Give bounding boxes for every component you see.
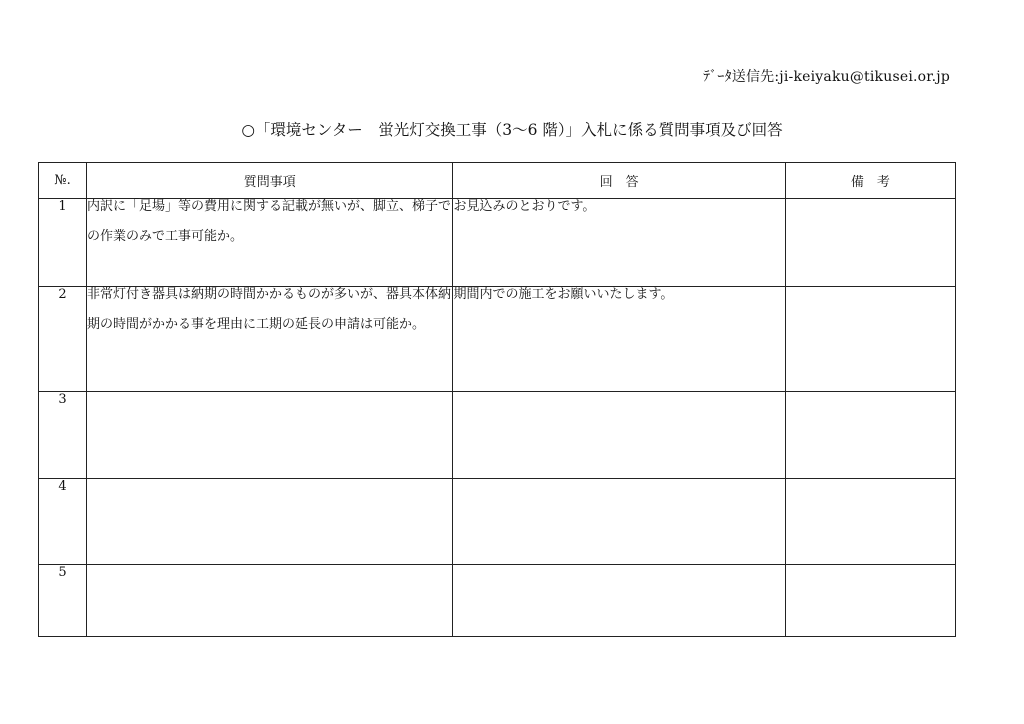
question-cell xyxy=(87,565,453,637)
column-header-question: 質問事項 xyxy=(87,163,453,199)
table-row xyxy=(39,565,956,637)
answer-text: 期間内での施工をお願いいたします。 xyxy=(453,287,674,302)
column-header-no: №. xyxy=(39,163,87,199)
answer-cell xyxy=(453,392,785,479)
remarks-cell xyxy=(785,199,955,287)
question-cell xyxy=(87,287,453,392)
remarks-cell xyxy=(785,565,955,637)
table-row xyxy=(39,199,956,287)
row-number: 2 xyxy=(39,287,87,392)
table-row xyxy=(39,392,956,479)
row-number: 1 xyxy=(39,199,87,287)
answer-text: お見込みのとおりです。 xyxy=(453,199,596,214)
remarks-cell xyxy=(785,287,955,392)
table-row xyxy=(39,479,956,565)
table-row xyxy=(39,287,956,392)
row-number: 5 xyxy=(39,565,87,637)
answer-cell xyxy=(453,565,785,637)
question-cell xyxy=(87,199,453,287)
answer-cell xyxy=(453,199,785,287)
document-title: ○「環境センター 蛍光灯交換工事（3～6 階）」入札に係る質問事項及び回答 xyxy=(241,121,783,139)
row-number: 4 xyxy=(39,479,87,565)
contact-address: ﾃﾞｰﾀ送信先:ji-keiyaku@tikusei.or.jp xyxy=(703,69,950,85)
question-text: 内訳に「足場」等の費用に関する記載が無いが、脚立、梯子での作業のみで工事可能か。 xyxy=(87,199,452,244)
row-number: 3 xyxy=(39,392,87,479)
question-cell xyxy=(87,479,453,565)
question-cell xyxy=(87,392,453,479)
answer-cell xyxy=(453,287,785,392)
remarks-cell xyxy=(785,479,955,565)
answer-cell xyxy=(453,479,785,565)
question-text: 非常灯付き器具は納期の時間かかるものが多いが、器具本体納期の時間がかかる事を理由に工期の延長の申請は可能か。 xyxy=(87,287,452,332)
column-header-remarks: 備 考 xyxy=(785,163,955,199)
remarks-cell xyxy=(785,392,955,479)
column-header-answer: 回 答 xyxy=(453,163,785,199)
qa-table xyxy=(38,162,956,637)
